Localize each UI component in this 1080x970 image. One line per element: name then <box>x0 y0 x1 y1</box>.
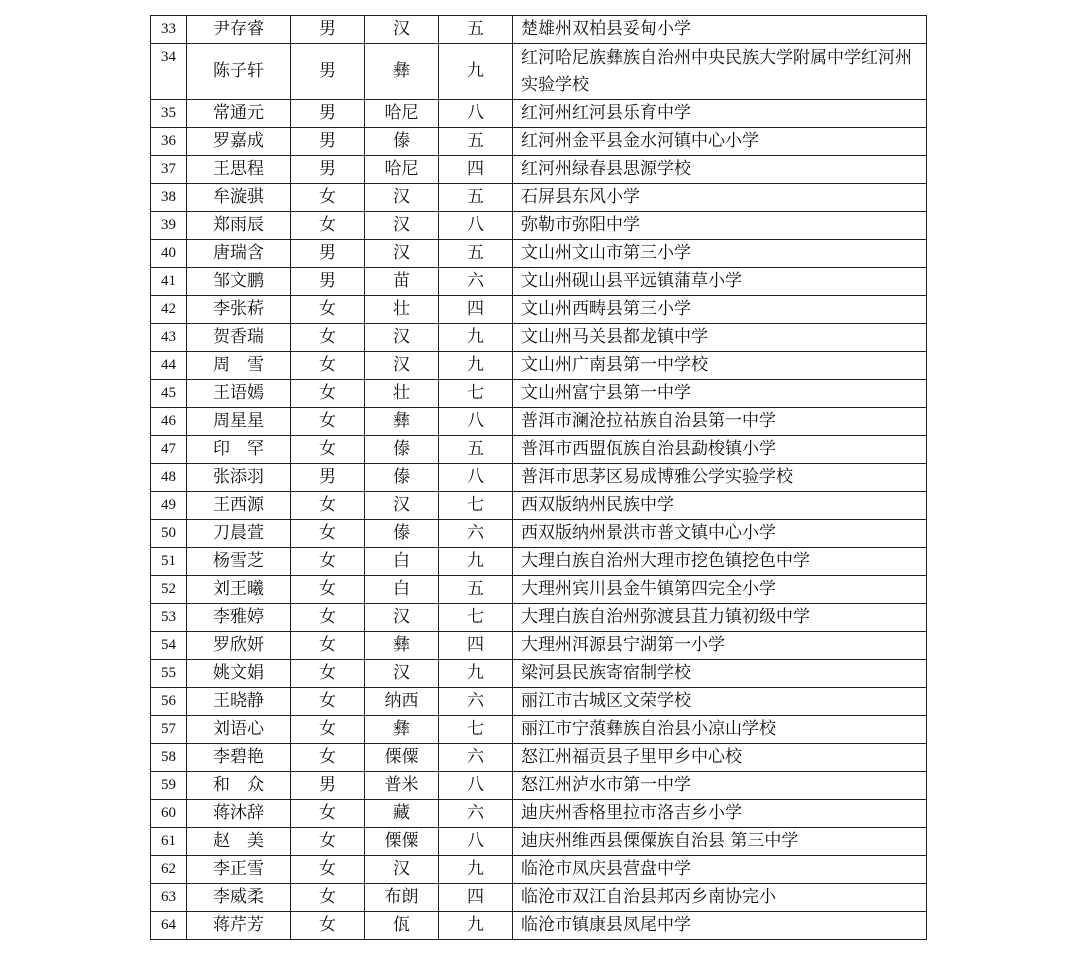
row-number: 47 <box>151 436 187 464</box>
student-name: 刀晨萱 <box>187 520 291 548</box>
table-row <box>151 492 927 520</box>
ethnicity-cell: 彝 <box>365 44 439 100</box>
row-number: 51 <box>151 548 187 576</box>
gender-cell: 女 <box>291 856 365 884</box>
table-row <box>151 632 927 660</box>
row-number: 52 <box>151 576 187 604</box>
row-number: 36 <box>151 128 187 156</box>
ethnicity-cell: 哈尼 <box>365 156 439 184</box>
table-row <box>151 324 927 352</box>
student-name: 罗欣妍 <box>187 632 291 660</box>
student-name: 杨雪芝 <box>187 548 291 576</box>
table-row <box>151 184 927 212</box>
row-number: 49 <box>151 492 187 520</box>
student-name: 李雅婷 <box>187 604 291 632</box>
table-row <box>151 520 927 548</box>
grade-cell: 七 <box>439 716 513 744</box>
table-row <box>151 744 927 772</box>
gender-cell: 女 <box>291 912 365 940</box>
student-name: 王西源 <box>187 492 291 520</box>
grade-cell: 五 <box>439 128 513 156</box>
ethnicity-cell: 傈僳 <box>365 744 439 772</box>
table-row <box>151 296 927 324</box>
table-row <box>151 576 927 604</box>
table-row <box>151 352 927 380</box>
gender-cell: 女 <box>291 408 365 436</box>
gender-cell: 女 <box>291 800 365 828</box>
ethnicity-cell: 傈僳 <box>365 828 439 856</box>
school-cell: 普洱市西盟佤族自治县勐梭镇小学 <box>513 436 927 464</box>
school-cell: 怒江州福贡县子里甲乡中心校 <box>513 744 927 772</box>
school-cell: 迪庆州香格里拉市洛吉乡小学 <box>513 800 927 828</box>
roster-body <box>151 16 927 940</box>
school-cell: 石屏县东风小学 <box>513 184 927 212</box>
student-name: 蒋沐辞 <box>187 800 291 828</box>
ethnicity-cell: 傣 <box>365 128 439 156</box>
table-row <box>151 380 927 408</box>
row-number: 45 <box>151 380 187 408</box>
row-number: 60 <box>151 800 187 828</box>
grade-cell: 九 <box>439 324 513 352</box>
grade-cell: 五 <box>439 184 513 212</box>
table-row <box>151 436 927 464</box>
table-row <box>151 128 927 156</box>
row-number: 54 <box>151 632 187 660</box>
student-name: 陈子轩 <box>187 44 291 100</box>
gender-cell: 女 <box>291 884 365 912</box>
row-number: 40 <box>151 240 187 268</box>
ethnicity-cell: 白 <box>365 576 439 604</box>
ethnicity-cell: 彝 <box>365 632 439 660</box>
school-cell: 梁河县民族寄宿制学校 <box>513 660 927 688</box>
row-number: 57 <box>151 716 187 744</box>
gender-cell: 女 <box>291 520 365 548</box>
grade-cell: 八 <box>439 828 513 856</box>
school-cell: 西双版纳州景洪市普文镇中心小学 <box>513 520 927 548</box>
school-cell: 临沧市双江自治县邦丙乡南协完小 <box>513 884 927 912</box>
grade-cell: 六 <box>439 268 513 296</box>
ethnicity-cell: 苗 <box>365 268 439 296</box>
gender-cell: 女 <box>291 744 365 772</box>
table-row <box>151 828 927 856</box>
student-name: 赵 美 <box>187 828 291 856</box>
gender-cell: 女 <box>291 492 365 520</box>
student-name: 刘语心 <box>187 716 291 744</box>
school-cell: 文山州砚山县平远镇蒲草小学 <box>513 268 927 296</box>
table-row <box>151 604 927 632</box>
school-cell: 丽江市宁蒗彝族自治县小凉山学校 <box>513 716 927 744</box>
gender-cell: 女 <box>291 828 365 856</box>
school-cell: 文山州广南县第一中学校 <box>513 352 927 380</box>
ethnicity-cell: 白 <box>365 548 439 576</box>
student-name: 贺香瑞 <box>187 324 291 352</box>
school-cell: 西双版纳州民族中学 <box>513 492 927 520</box>
ethnicity-cell: 彝 <box>365 408 439 436</box>
ethnicity-cell: 壮 <box>365 380 439 408</box>
grade-cell: 六 <box>439 520 513 548</box>
table-row <box>151 660 927 688</box>
grade-cell: 五 <box>439 576 513 604</box>
gender-cell: 女 <box>291 296 365 324</box>
student-name: 印 罕 <box>187 436 291 464</box>
grade-cell: 四 <box>439 884 513 912</box>
gender-cell: 女 <box>291 380 365 408</box>
row-number: 43 <box>151 324 187 352</box>
gender-cell: 女 <box>291 212 365 240</box>
ethnicity-cell: 汉 <box>365 212 439 240</box>
school-cell: 红河哈尼族彝族自治州中央民族大学附属中学红河州实验学校 <box>513 44 927 100</box>
ethnicity-cell: 傣 <box>365 464 439 492</box>
ethnicity-cell: 普米 <box>365 772 439 800</box>
grade-cell: 九 <box>439 352 513 380</box>
gender-cell: 女 <box>291 632 365 660</box>
grade-cell: 六 <box>439 688 513 716</box>
student-name: 郑雨辰 <box>187 212 291 240</box>
grade-cell: 八 <box>439 464 513 492</box>
student-roster-table <box>150 15 927 940</box>
row-number: 38 <box>151 184 187 212</box>
school-cell: 弥勒市弥阳中学 <box>513 212 927 240</box>
row-number: 50 <box>151 520 187 548</box>
table-row <box>151 464 927 492</box>
student-name: 周星星 <box>187 408 291 436</box>
school-cell: 普洱市思茅区易成博雅公学实验学校 <box>513 464 927 492</box>
grade-cell: 六 <box>439 800 513 828</box>
ethnicity-cell: 壮 <box>365 296 439 324</box>
school-cell: 文山州文山市第三小学 <box>513 240 927 268</box>
gender-cell: 女 <box>291 184 365 212</box>
grade-cell: 四 <box>439 632 513 660</box>
table-row <box>151 716 927 744</box>
school-cell: 大理州宾川县金牛镇第四完全小学 <box>513 576 927 604</box>
grade-cell: 四 <box>439 296 513 324</box>
row-number: 53 <box>151 604 187 632</box>
grade-cell: 九 <box>439 912 513 940</box>
school-cell: 临沧市镇康县凤尾中学 <box>513 912 927 940</box>
student-name: 牟漩骐 <box>187 184 291 212</box>
grade-cell: 四 <box>439 156 513 184</box>
student-name: 和 众 <box>187 772 291 800</box>
school-cell: 楚雄州双柏县妥甸小学 <box>513 16 927 44</box>
gender-cell: 男 <box>291 16 365 44</box>
gender-cell: 男 <box>291 268 365 296</box>
grade-cell: 九 <box>439 548 513 576</box>
student-name: 罗嘉成 <box>187 128 291 156</box>
student-name: 张添羽 <box>187 464 291 492</box>
grade-cell: 五 <box>439 16 513 44</box>
row-number: 55 <box>151 660 187 688</box>
row-number: 48 <box>151 464 187 492</box>
school-cell: 怒江州泸水市第一中学 <box>513 772 927 800</box>
student-name: 姚文娟 <box>187 660 291 688</box>
gender-cell: 男 <box>291 240 365 268</box>
grade-cell: 九 <box>439 660 513 688</box>
row-number: 63 <box>151 884 187 912</box>
row-number: 44 <box>151 352 187 380</box>
table-row <box>151 408 927 436</box>
gender-cell: 女 <box>291 688 365 716</box>
ethnicity-cell: 汉 <box>365 604 439 632</box>
row-number: 35 <box>151 100 187 128</box>
student-name: 王晓静 <box>187 688 291 716</box>
ethnicity-cell: 彝 <box>365 716 439 744</box>
table-row <box>151 800 927 828</box>
school-cell: 红河州绿春县思源学校 <box>513 156 927 184</box>
table-row <box>151 884 927 912</box>
table-row <box>151 772 927 800</box>
row-number: 39 <box>151 212 187 240</box>
grade-cell: 六 <box>439 744 513 772</box>
grade-cell: 七 <box>439 492 513 520</box>
ethnicity-cell: 汉 <box>365 324 439 352</box>
grade-cell: 八 <box>439 212 513 240</box>
student-name: 蒋芹芳 <box>187 912 291 940</box>
grade-cell: 五 <box>439 436 513 464</box>
student-name: 常通元 <box>187 100 291 128</box>
ethnicity-cell: 汉 <box>365 184 439 212</box>
school-cell: 大理白族自治州大理市挖色镇挖色中学 <box>513 548 927 576</box>
ethnicity-cell: 藏 <box>365 800 439 828</box>
student-name: 王语嫣 <box>187 380 291 408</box>
school-cell: 大理州洱源县宁湖第一小学 <box>513 632 927 660</box>
row-number: 42 <box>151 296 187 324</box>
student-name: 李正雪 <box>187 856 291 884</box>
student-name: 李威柔 <box>187 884 291 912</box>
table-row <box>151 212 927 240</box>
gender-cell: 女 <box>291 660 365 688</box>
ethnicity-cell: 汉 <box>365 16 439 44</box>
grade-cell: 八 <box>439 772 513 800</box>
gender-cell: 女 <box>291 352 365 380</box>
row-number: 61 <box>151 828 187 856</box>
gender-cell: 女 <box>291 324 365 352</box>
grade-cell: 八 <box>439 408 513 436</box>
row-number: 33 <box>151 16 187 44</box>
school-cell: 文山州西畴县第三小学 <box>513 296 927 324</box>
school-cell: 文山州富宁县第一中学 <box>513 380 927 408</box>
student-name: 刘王曦 <box>187 576 291 604</box>
row-number: 37 <box>151 156 187 184</box>
school-cell: 红河州红河县乐育中学 <box>513 100 927 128</box>
table-row <box>151 912 927 940</box>
table-row <box>151 44 927 100</box>
gender-cell: 男 <box>291 44 365 100</box>
grade-cell: 九 <box>439 44 513 100</box>
gender-cell: 男 <box>291 772 365 800</box>
school-cell: 丽江市古城区文荣学校 <box>513 688 927 716</box>
table-row <box>151 156 927 184</box>
student-name: 周 雪 <box>187 352 291 380</box>
row-number: 58 <box>151 744 187 772</box>
grade-cell: 八 <box>439 100 513 128</box>
gender-cell: 女 <box>291 576 365 604</box>
school-cell: 普洱市澜沧拉祜族自治县第一中学 <box>513 408 927 436</box>
gender-cell: 男 <box>291 156 365 184</box>
school-cell: 文山州马关县都龙镇中学 <box>513 324 927 352</box>
grade-cell: 七 <box>439 380 513 408</box>
table-row <box>151 548 927 576</box>
table-row <box>151 688 927 716</box>
ethnicity-cell: 纳西 <box>365 688 439 716</box>
school-cell: 大理白族自治州弥渡县苴力镇初级中学 <box>513 604 927 632</box>
school-cell: 红河州金平县金水河镇中心小学 <box>513 128 927 156</box>
gender-cell: 男 <box>291 100 365 128</box>
gender-cell: 女 <box>291 436 365 464</box>
ethnicity-cell: 汉 <box>365 492 439 520</box>
ethnicity-cell: 傣 <box>365 436 439 464</box>
ethnicity-cell: 佤 <box>365 912 439 940</box>
student-name: 邹文鹏 <box>187 268 291 296</box>
gender-cell: 女 <box>291 604 365 632</box>
table-row <box>151 240 927 268</box>
table-row <box>151 100 927 128</box>
grade-cell: 七 <box>439 604 513 632</box>
student-name: 李碧艳 <box>187 744 291 772</box>
table-row <box>151 16 927 44</box>
row-number: 41 <box>151 268 187 296</box>
grade-cell: 九 <box>439 856 513 884</box>
ethnicity-cell: 汉 <box>365 856 439 884</box>
row-number: 46 <box>151 408 187 436</box>
gender-cell: 女 <box>291 548 365 576</box>
gender-cell: 女 <box>291 716 365 744</box>
row-number: 59 <box>151 772 187 800</box>
table-row <box>151 268 927 296</box>
ethnicity-cell: 汉 <box>365 660 439 688</box>
ethnicity-cell: 傣 <box>365 520 439 548</box>
table-row <box>151 856 927 884</box>
student-name: 王思程 <box>187 156 291 184</box>
row-number: 64 <box>151 912 187 940</box>
row-number: 56 <box>151 688 187 716</box>
school-cell: 临沧市凤庆县营盘中学 <box>513 856 927 884</box>
ethnicity-cell: 布朗 <box>365 884 439 912</box>
school-cell: 迪庆州维西县傈僳族自治县 第三中学 <box>513 828 927 856</box>
ethnicity-cell: 汉 <box>365 352 439 380</box>
gender-cell: 男 <box>291 128 365 156</box>
row-number: 34 <box>151 44 187 100</box>
student-name: 唐瑞含 <box>187 240 291 268</box>
grade-cell: 五 <box>439 240 513 268</box>
ethnicity-cell: 汉 <box>365 240 439 268</box>
student-name: 李张菥 <box>187 296 291 324</box>
gender-cell: 男 <box>291 464 365 492</box>
row-number: 62 <box>151 856 187 884</box>
ethnicity-cell: 哈尼 <box>365 100 439 128</box>
student-name: 尹存睿 <box>187 16 291 44</box>
